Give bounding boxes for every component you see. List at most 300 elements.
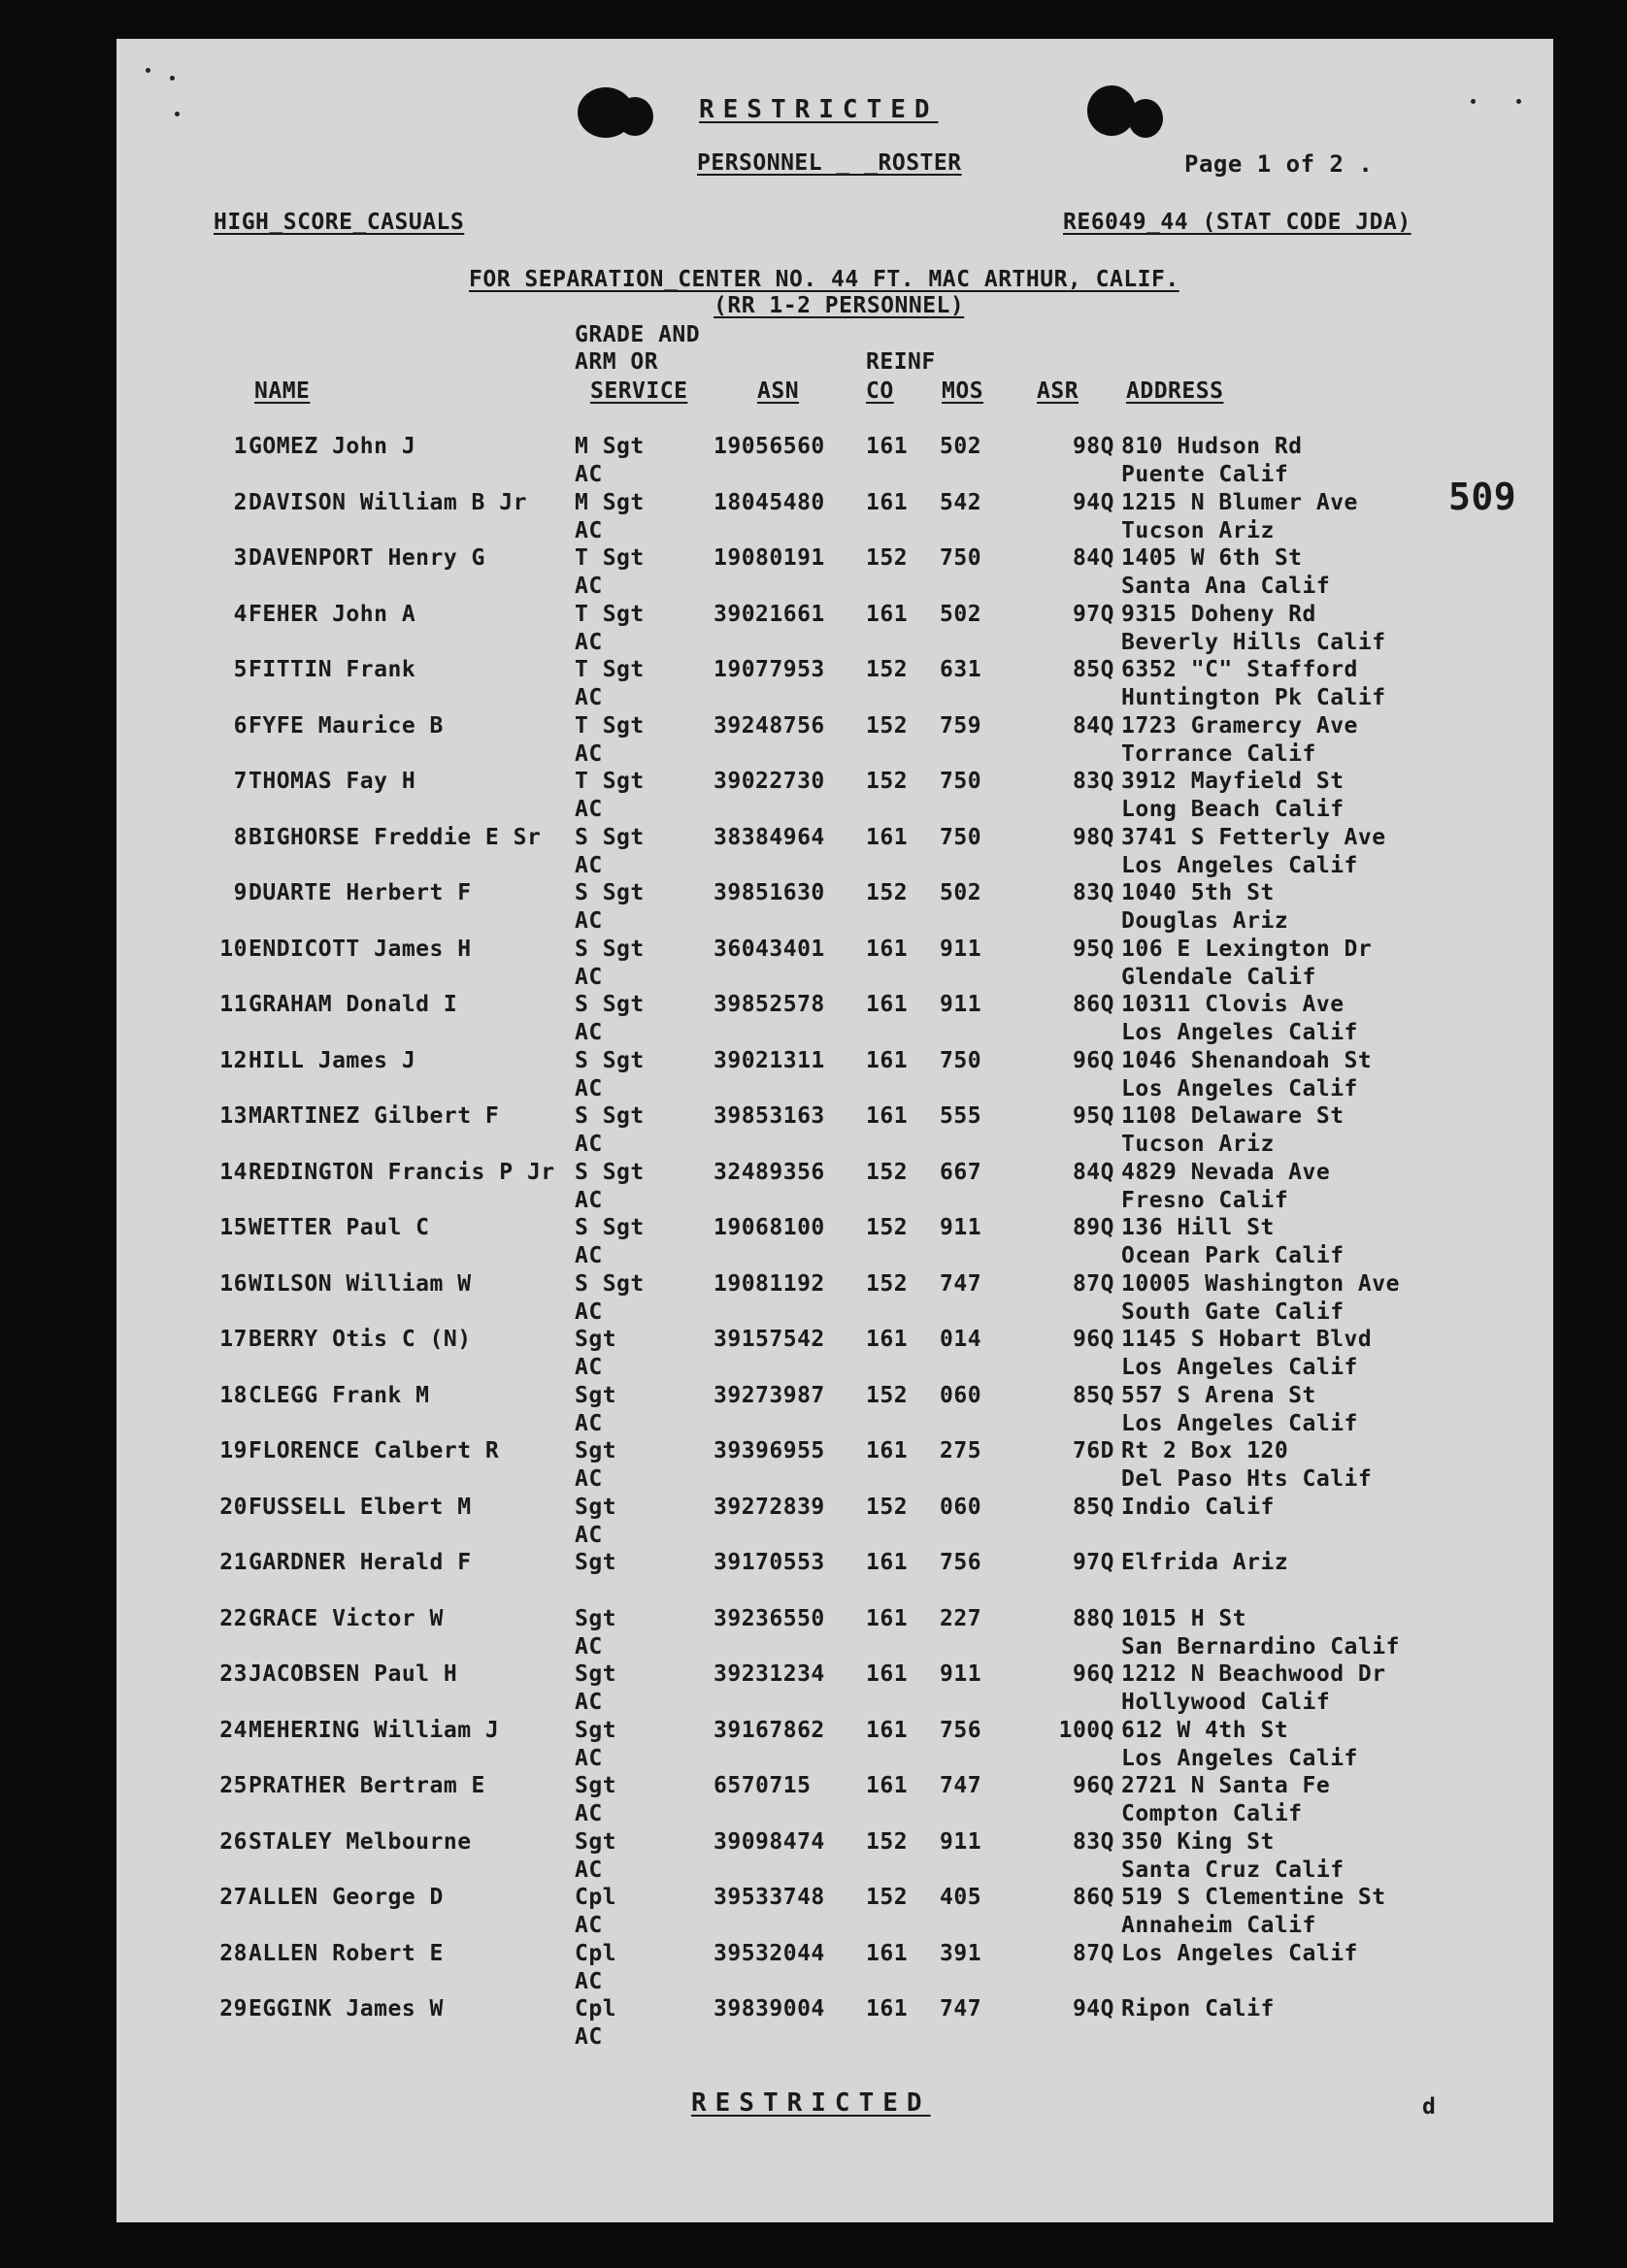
reinf-company: 161: [866, 489, 909, 515]
address-city: Huntington Pk Calif: [1121, 685, 1386, 710]
speck: [1516, 99, 1521, 104]
soldier-name: BIGHORSE Freddie E Sr: [249, 824, 542, 850]
grade: S Sgt: [575, 1103, 645, 1129]
grade: T Sgt: [575, 712, 645, 739]
address-city: South Gate Calif: [1121, 1298, 1345, 1325]
address-city: San Bernardino Calif: [1121, 1633, 1400, 1660]
address-city: Fresno Calif: [1121, 1187, 1289, 1213]
asr-score: 96Q: [1072, 1327, 1114, 1352]
mos-code: 747: [940, 1773, 982, 1798]
mos-code: 911: [940, 1828, 982, 1855]
address-city: Los Angeles Calif: [1121, 1075, 1358, 1101]
serial-number: 39396955: [714, 1438, 825, 1463]
mos-code: 750: [940, 545, 982, 571]
address-street: Elfrida Ariz: [1121, 1550, 1289, 1575]
address-city: Ocean Park Calif: [1121, 1243, 1345, 1268]
soldier-name: MARTINEZ Gilbert F: [249, 1103, 500, 1129]
asr-score: 83Q: [1072, 769, 1114, 794]
col-header-reinf: REINF: [866, 349, 936, 375]
mos-code: 275: [940, 1438, 982, 1463]
arm-or-service: AC: [575, 1020, 603, 1045]
soldier-name: FEHER John A: [249, 601, 416, 627]
address-street: 2721 N Santa Fe: [1121, 1773, 1331, 1798]
address-city: Tucson Ariz: [1121, 1132, 1275, 1157]
address-street: 3741 S Fetterly Ave: [1121, 824, 1386, 850]
serial-number: 39236550: [714, 1605, 825, 1631]
soldier-name: FITTIN Frank: [249, 657, 416, 682]
document-page: [116, 39, 1553, 2222]
arm-or-service: AC: [575, 2024, 603, 2050]
mos-code: 756: [940, 1550, 982, 1575]
address-city: Los Angeles Calif: [1121, 1410, 1358, 1436]
soldier-name: DAVISON William B Jr: [249, 489, 527, 515]
serial-number: 19080191: [714, 545, 825, 571]
asr-score: 85Q: [1072, 1382, 1114, 1408]
serial-number: 39248756: [714, 712, 825, 739]
arm-or-service: AC: [575, 852, 603, 878]
serial-number: 39021661: [714, 601, 825, 627]
arm-or-service: AC: [575, 1857, 603, 1883]
soldier-name: REDINGTON Francis P Jr: [249, 1159, 555, 1185]
page-indicator: Page 1 of 2 .: [1184, 150, 1374, 178]
mos-code: 750: [940, 824, 982, 850]
reinf-company: 161: [866, 601, 909, 627]
soldier-name: FLORENCE Calbert R: [249, 1438, 500, 1463]
mos-code: 911: [940, 936, 982, 962]
asr-score: 76D: [1072, 1438, 1114, 1463]
reinf-company: 152: [866, 657, 909, 682]
arm-or-service: AC: [575, 1355, 603, 1380]
speck: [175, 112, 180, 116]
address-street: 1723 Gramercy Ave: [1121, 712, 1358, 739]
asr-score: 97Q: [1072, 1550, 1114, 1575]
col-header-grade-1: GRADE AND: [575, 322, 701, 347]
asr-score: 85Q: [1072, 1494, 1114, 1520]
mos-code: 747: [940, 1270, 982, 1297]
soldier-name: PRATHER Bertram E: [249, 1773, 485, 1798]
serial-number: 39022730: [714, 769, 825, 794]
mos-code: 750: [940, 1047, 982, 1073]
soldier-name: GRACE Victor W: [249, 1605, 444, 1631]
serial-number: 39853163: [714, 1103, 825, 1129]
reinf-company: 152: [866, 1494, 909, 1520]
row-number: 18: [219, 1382, 248, 1408]
roster-title: PERSONNEL _ _ROSTER: [697, 150, 962, 176]
address-street: Indio Calif: [1121, 1494, 1275, 1520]
mos-code: 542: [940, 489, 982, 515]
grade: Sgt: [575, 1550, 617, 1575]
soldier-name: BERRY Otis C (N): [249, 1327, 472, 1352]
grade: Sgt: [575, 1717, 617, 1743]
address-street: Ripon Calif: [1121, 1996, 1275, 2021]
grade: M Sgt: [575, 489, 645, 515]
grade: Cpl: [575, 1940, 617, 1966]
grade: S Sgt: [575, 992, 645, 1017]
reference-code: RE6049_44 (STAT CODE JDA): [1063, 210, 1411, 235]
soldier-name: DUARTE Herbert F: [249, 880, 472, 905]
address-city: Torrance Calif: [1121, 740, 1316, 767]
row-number: 3: [233, 545, 248, 571]
reinf-company: 161: [866, 1605, 909, 1631]
serial-number: 36043401: [714, 936, 825, 962]
address-street: Rt 2 Box 120: [1121, 1438, 1289, 1463]
soldier-name: GARDNER Herald F: [249, 1550, 472, 1575]
row-number: 19: [219, 1438, 248, 1463]
soldier-name: MEHERING William J: [249, 1717, 500, 1743]
address-street: 6352 "C" Stafford: [1121, 657, 1358, 682]
soldier-name: FUSSELL Elbert M: [249, 1494, 472, 1520]
row-number: 12: [219, 1047, 248, 1073]
address-street: 1046 Shenandoah St: [1121, 1047, 1373, 1073]
row-number: 4: [233, 601, 248, 627]
soldier-name: GRAHAM Donald I: [249, 992, 458, 1017]
grade: Sgt: [575, 1605, 617, 1631]
asr-score: 96Q: [1072, 1661, 1114, 1687]
arm-or-service: AC: [575, 1690, 603, 1715]
mos-code: 405: [940, 1885, 982, 1910]
serial-number: 39839004: [714, 1996, 825, 2021]
reinf-company: 152: [866, 769, 909, 794]
address-street: 10311 Clovis Ave: [1121, 992, 1345, 1017]
mos-code: 911: [940, 1661, 982, 1687]
reinf-company: 161: [866, 1550, 909, 1575]
serial-number: 32489356: [714, 1159, 825, 1185]
serial-number: 39231234: [714, 1661, 825, 1687]
arm-or-service: AC: [575, 1298, 603, 1325]
address-street: 557 S Arena St: [1121, 1382, 1316, 1408]
row-number: 16: [219, 1270, 248, 1297]
serial-number: 39098474: [714, 1828, 825, 1855]
classification-top: RESTRICTED: [699, 95, 939, 124]
reinf-company: 152: [866, 880, 909, 905]
mos-code: 631: [940, 657, 982, 682]
asr-score: 84Q: [1072, 1159, 1114, 1185]
address-city: Santa Ana Calif: [1121, 574, 1331, 599]
address-street: 612 W 4th St: [1121, 1717, 1289, 1743]
mos-code: 014: [940, 1327, 982, 1352]
soldier-name: EGGINK James W: [249, 1996, 444, 2021]
grade: S Sgt: [575, 1215, 645, 1240]
grade: T Sgt: [575, 657, 645, 682]
grade: Sgt: [575, 1773, 617, 1798]
address-city: Annaheim Calif: [1121, 1913, 1316, 1938]
asr-score: 96Q: [1072, 1773, 1114, 1798]
reinf-company: 152: [866, 545, 909, 571]
soldier-name: DAVENPORT Henry G: [249, 545, 485, 571]
serial-number: 6570715: [714, 1773, 812, 1798]
mos-code: 667: [940, 1159, 982, 1185]
soldier-name: THOMAS Fay H: [249, 769, 416, 794]
reinf-company: 161: [866, 1327, 909, 1352]
soldier-name: STALEY Melbourne: [249, 1828, 472, 1855]
reinf-company: 161: [866, 1661, 909, 1687]
arm-or-service: AC: [575, 1243, 603, 1268]
asr-score: 94Q: [1072, 489, 1114, 515]
arm-or-service: AC: [575, 1187, 603, 1213]
row-number: 8: [233, 824, 248, 850]
reinf-company: 161: [866, 936, 909, 962]
asr-score: 95Q: [1072, 936, 1114, 962]
separation-center-line: FOR SEPARATION_CENTER NO. 44 FT. MAC ARTHUR, CALIF.: [469, 267, 1179, 292]
address-street: 1015 H St: [1121, 1605, 1247, 1631]
reinf-company: 161: [866, 1103, 909, 1129]
grade: Cpl: [575, 1885, 617, 1910]
arm-or-service: AC: [575, 964, 603, 990]
mos-code: 391: [940, 1940, 982, 1966]
row-number: 21: [219, 1550, 248, 1575]
address-city: Santa Cruz Calif: [1121, 1857, 1345, 1883]
col-header-grade-2: ARM OR: [575, 349, 659, 375]
mos-code: 911: [940, 992, 982, 1017]
grade: Sgt: [575, 1494, 617, 1520]
row-number: 9: [233, 880, 248, 905]
soldier-name: CLEGG Frank M: [249, 1382, 430, 1408]
asr-score: 87Q: [1072, 1270, 1114, 1297]
arm-or-service: AC: [575, 1633, 603, 1660]
row-number: 25: [219, 1773, 248, 1798]
mos-code: 227: [940, 1605, 982, 1631]
serial-number: 39021311: [714, 1047, 825, 1073]
col-header-address: ADDRESS: [1126, 378, 1224, 404]
address-street: 1212 N Beachwood Dr: [1121, 1661, 1386, 1687]
serial-number: 19068100: [714, 1215, 825, 1240]
row-number: 20: [219, 1494, 248, 1520]
mos-code: 759: [940, 712, 982, 739]
address-city: Compton Calif: [1121, 1801, 1303, 1826]
grade: S Sgt: [575, 824, 645, 850]
row-number: 2: [233, 489, 248, 515]
row-number: 14: [219, 1159, 248, 1185]
arm-or-service: AC: [575, 517, 603, 543]
address-street: 1145 S Hobart Blvd: [1121, 1327, 1373, 1352]
mos-code: 911: [940, 1215, 982, 1240]
address-street: 9315 Doheny Rd: [1121, 601, 1316, 627]
soldier-name: GOMEZ John J: [249, 434, 416, 459]
address-city: Hollywood Calif: [1121, 1690, 1331, 1715]
reinf-company: 161: [866, 1438, 909, 1463]
row-number: 22: [219, 1605, 248, 1631]
serial-number: 19081192: [714, 1270, 825, 1297]
address-city: Los Angeles Calif: [1121, 1020, 1358, 1045]
grade: Sgt: [575, 1438, 617, 1463]
row-number: 27: [219, 1885, 248, 1910]
soldier-name: WETTER Paul C: [249, 1215, 430, 1240]
grade: T Sgt: [575, 545, 645, 571]
grade: T Sgt: [575, 601, 645, 627]
col-header-asr: ASR: [1037, 378, 1079, 404]
arm-or-service: AC: [575, 1968, 603, 1994]
reinf-company: 152: [866, 1270, 909, 1297]
row-number: 1: [233, 434, 248, 459]
mos-code: 502: [940, 601, 982, 627]
reinf-company: 161: [866, 992, 909, 1017]
arm-or-service: AC: [575, 908, 603, 934]
arm-or-service: AC: [575, 1745, 603, 1771]
col-header-service: SERVICE: [590, 378, 688, 404]
personnel-category: (RR 1-2 PERSONNEL): [714, 293, 965, 318]
grade: M Sgt: [575, 434, 645, 459]
serial-number: 39533748: [714, 1885, 825, 1910]
serial-number: 39532044: [714, 1940, 825, 1966]
ink-blot-left-2: [616, 97, 653, 136]
arm-or-service: AC: [575, 1522, 603, 1548]
soldier-name: ALLEN Robert E: [249, 1940, 444, 1966]
arm-or-service: AC: [575, 1075, 603, 1101]
mos-code: 555: [940, 1103, 982, 1129]
row-number: 24: [219, 1717, 248, 1743]
address-city: Los Angeles Calif: [1121, 1355, 1358, 1380]
row-number: 13: [219, 1103, 248, 1129]
serial-number: 19077953: [714, 657, 825, 682]
address-street: 1405 W 6th St: [1121, 545, 1303, 571]
speck: [170, 76, 175, 81]
address-street: 10005 Washington Ave: [1121, 1270, 1400, 1297]
address-street: 106 E Lexington Dr: [1121, 936, 1373, 962]
speck: [1471, 99, 1476, 104]
reinf-company: 152: [866, 1159, 909, 1185]
reinf-company: 161: [866, 434, 909, 459]
serial-number: 39157542: [714, 1327, 825, 1352]
serial-number: 39167862: [714, 1717, 825, 1743]
address-city: Tucson Ariz: [1121, 517, 1275, 543]
address-street: 810 Hudson Rd: [1121, 434, 1303, 459]
asr-score: 97Q: [1072, 601, 1114, 627]
col-header-mos: MOS: [942, 378, 984, 404]
row-number: 10: [219, 936, 248, 962]
address-street: Los Angeles Calif: [1121, 1940, 1358, 1966]
row-number: 23: [219, 1661, 248, 1687]
speck: [146, 68, 150, 73]
reinf-company: 152: [866, 1382, 909, 1408]
asr-score: 86Q: [1072, 992, 1114, 1017]
row-number: 5: [233, 657, 248, 682]
arm-or-service: AC: [575, 574, 603, 599]
margin-page-number: 509: [1448, 476, 1517, 518]
reinf-company: 161: [866, 1940, 909, 1966]
address-street: 3912 Mayfield St: [1121, 769, 1345, 794]
soldier-name: FYFE Maurice B: [249, 712, 444, 739]
reinf-company: 161: [866, 1996, 909, 2021]
mos-code: 750: [940, 769, 982, 794]
asr-score: 95Q: [1072, 1103, 1114, 1129]
mos-code: 502: [940, 880, 982, 905]
mos-code: 747: [940, 1996, 982, 2021]
col-header-name: NAME: [254, 378, 311, 404]
address-city: Beverly Hills Calif: [1121, 629, 1386, 655]
reinf-company: 161: [866, 1717, 909, 1743]
grade: S Sgt: [575, 880, 645, 905]
address-street: 519 S Clementine St: [1121, 1885, 1386, 1910]
address-city: Los Angeles Calif: [1121, 1745, 1358, 1771]
grade: S Sgt: [575, 1047, 645, 1073]
classification-bottom: RESTRICTED: [691, 2088, 931, 2118]
row-number: 7: [233, 769, 248, 794]
serial-number: 39272839: [714, 1494, 825, 1520]
serial-number: 38384964: [714, 824, 825, 850]
arm-or-service: AC: [575, 685, 603, 710]
soldier-name: WILSON William W: [249, 1270, 472, 1297]
asr-score: 96Q: [1072, 1047, 1114, 1073]
grade: S Sgt: [575, 1270, 645, 1297]
footer-initial: d: [1422, 2094, 1437, 2120]
asr-score: 100Q: [1058, 1717, 1114, 1743]
asr-score: 84Q: [1072, 545, 1114, 571]
asr-score: 84Q: [1072, 712, 1114, 739]
reinf-company: 161: [866, 824, 909, 850]
grade: S Sgt: [575, 1159, 645, 1185]
soldier-name: HILL James J: [249, 1047, 416, 1073]
serial-number: 19056560: [714, 434, 825, 459]
asr-score: 83Q: [1072, 880, 1114, 905]
address-street: 1215 N Blumer Ave: [1121, 489, 1358, 515]
unit-name: HIGH_SCORE_CASUALS: [214, 210, 465, 235]
serial-number: 39170553: [714, 1550, 825, 1575]
address-city: Del Paso Hts Calif: [1121, 1466, 1373, 1492]
asr-score: 89Q: [1072, 1215, 1114, 1240]
reinf-company: 152: [866, 1885, 909, 1910]
soldier-name: ENDICOTT James H: [249, 936, 472, 962]
arm-or-service: AC: [575, 797, 603, 822]
asr-score: 98Q: [1072, 824, 1114, 850]
col-header-co: CO: [866, 378, 894, 404]
reinf-company: 152: [866, 1828, 909, 1855]
serial-number: 39273987: [714, 1382, 825, 1408]
grade: Sgt: [575, 1327, 617, 1352]
arm-or-service: AC: [575, 1466, 603, 1492]
ink-blot-right-2: [1128, 99, 1163, 138]
serial-number: 18045480: [714, 489, 825, 515]
arm-or-service: AC: [575, 740, 603, 767]
address-street: 136 Hill St: [1121, 1215, 1275, 1240]
reinf-company: 161: [866, 1047, 909, 1073]
grade: Sgt: [575, 1661, 617, 1687]
address-city: Los Angeles Calif: [1121, 852, 1358, 878]
serial-number: 39852578: [714, 992, 825, 1017]
asr-score: 98Q: [1072, 434, 1114, 459]
address-street: 1040 5th St: [1121, 880, 1275, 905]
asr-score: 87Q: [1072, 1940, 1114, 1966]
address-city: Douglas Ariz: [1121, 908, 1289, 934]
grade: T Sgt: [575, 769, 645, 794]
serial-number: 39851630: [714, 880, 825, 905]
address-street: 350 King St: [1121, 1828, 1275, 1855]
address-city: Long Beach Calif: [1121, 797, 1345, 822]
arm-or-service: AC: [575, 1410, 603, 1436]
address-city: Puente Calif: [1121, 462, 1289, 487]
row-number: 17: [219, 1327, 248, 1352]
address-street: 1108 Delaware St: [1121, 1103, 1345, 1129]
row-number: 28: [219, 1940, 248, 1966]
reinf-company: 161: [866, 1773, 909, 1798]
soldier-name: ALLEN George D: [249, 1885, 444, 1910]
asr-score: 85Q: [1072, 657, 1114, 682]
reinf-company: 152: [866, 712, 909, 739]
arm-or-service: AC: [575, 462, 603, 487]
arm-or-service: AC: [575, 629, 603, 655]
asr-score: 94Q: [1072, 1996, 1114, 2021]
row-number: 15: [219, 1215, 248, 1240]
mos-code: 060: [940, 1382, 982, 1408]
grade: Sgt: [575, 1828, 617, 1855]
col-header-asn: ASN: [757, 378, 800, 404]
row-number: 26: [219, 1828, 248, 1855]
arm-or-service: AC: [575, 1801, 603, 1826]
asr-score: 88Q: [1072, 1605, 1114, 1631]
grade: Sgt: [575, 1382, 617, 1408]
arm-or-service: AC: [575, 1132, 603, 1157]
reinf-company: 152: [866, 1215, 909, 1240]
row-number: 29: [219, 1996, 248, 2021]
